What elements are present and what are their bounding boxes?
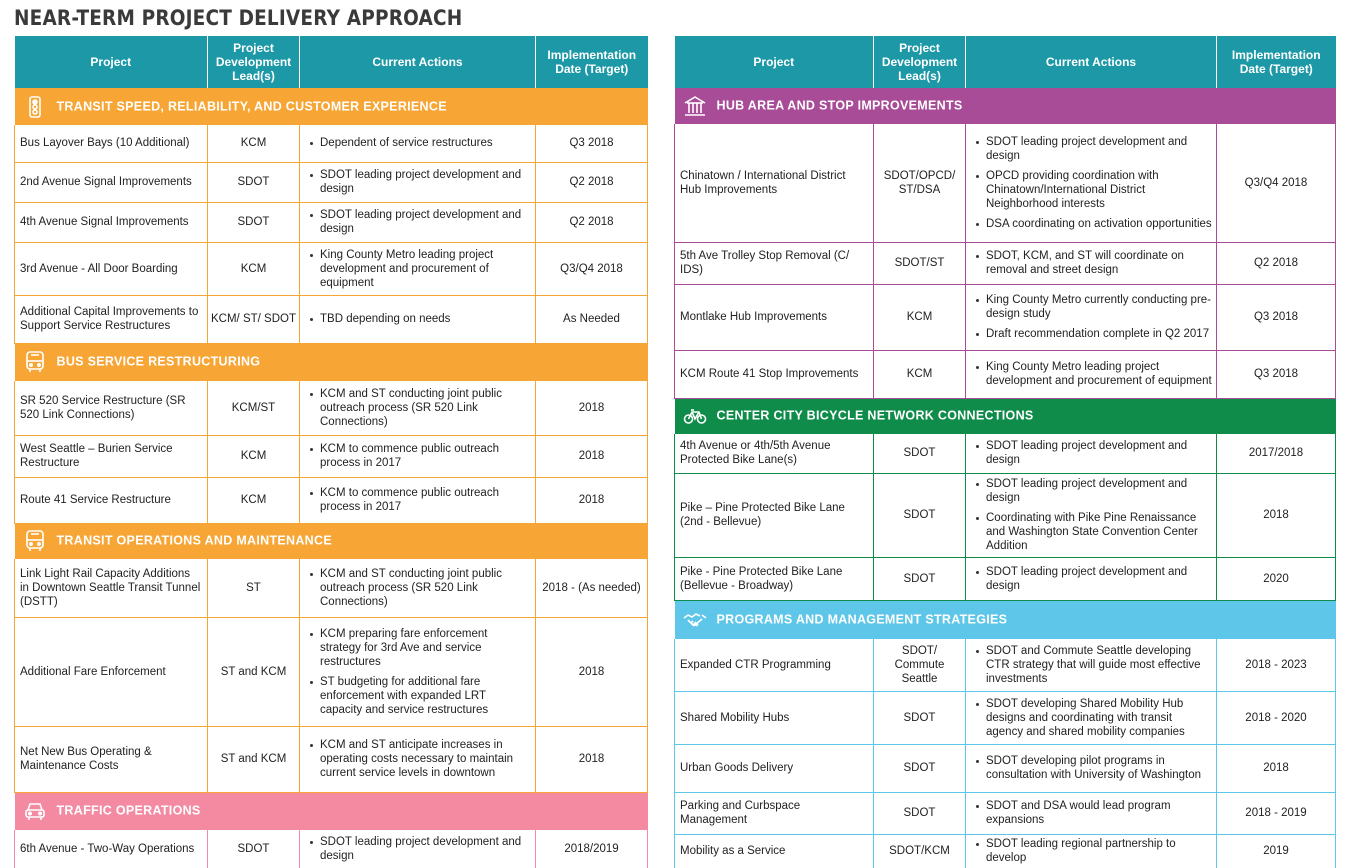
table-header-row [15,36,648,88]
lead-cell: KCM/ST [208,381,300,435]
lead-cell: SDOT [874,792,966,834]
date-cell: Q3 2018 [1217,284,1336,350]
actions-cell [300,477,536,523]
action-list [308,208,531,236]
lead-cell: SDOT [208,202,300,242]
table-row [675,792,1336,834]
bus-icon [23,529,47,553]
bus-icon [23,350,47,374]
lead-cell: ST and KCM [208,617,300,726]
lead-cell: SDOT [874,744,966,792]
header-actions: Current Actions [300,36,536,88]
date-cell: As Needed [536,295,648,343]
lead-cell: SDOT [874,473,966,557]
car-icon [23,799,47,823]
actions-cell [966,744,1217,792]
table-row [15,830,648,868]
action-item: DSA coordinating on activation opportunities [974,217,1212,231]
date-cell: 2018 [536,477,648,523]
table-row [675,350,1336,398]
action-list [308,312,531,326]
lead-cell: SDOT [874,557,966,600]
section-header [15,88,648,125]
action-list [308,168,531,196]
header-lead: Project Development Lead(s) [874,36,966,88]
date-cell: 2020 [1217,557,1336,600]
action-item: SDOT leading project development and design [308,168,531,196]
section-header [15,343,648,381]
lead-cell: KCM [208,435,300,477]
right-project-table [674,36,1336,868]
section-title: CENTER CITY BICYCLE NETWORK CONNECTIONS [716,408,1034,423]
project-cell: 4th Avenue Signal Improvements [15,202,208,242]
project-cell: Bus Layover Bays (10 Additional) [15,125,208,162]
table-row [15,242,648,295]
action-list [974,135,1212,231]
header-project: Project [15,36,208,88]
bicycle-icon [683,404,707,428]
date-cell: 2018 [536,726,648,792]
actions-cell [300,617,536,726]
table-header-row [675,36,1336,88]
table-row [675,744,1336,792]
section-programs-and-management-strategies [675,600,1336,639]
action-list [308,627,531,717]
section-center-city-bicycle-network-connections [675,398,1336,434]
section-header [15,523,648,559]
section-title: PROGRAMS AND MANAGEMENT STRATEGIES [716,612,1008,627]
action-item: King County Metro leading project development and procurement of equipment [308,248,531,290]
header-date: Implementation Date (Target) [1217,36,1336,88]
date-cell: 2018 - 2019 [1217,792,1336,834]
section-title: TRAFFIC OPERATIONS [56,803,201,818]
action-item: SDOT developing Shared Mobility Hub designs and coordinating with transit agency and shared mobility companies [974,697,1212,739]
project-cell: Montlake Hub Improvements [675,284,874,350]
project-cell: SR 520 Service Restructure (SR 520 Link Connections) [15,381,208,435]
table-row [675,639,1336,691]
project-cell: 5th Ave Trolley Stop Removal (C/ IDS) [675,242,874,284]
lead-cell: SDOT [874,434,966,473]
action-list [974,754,1212,782]
project-cell: Pike - Pine Protected Bike Lane (Bellevue - Broadway) [675,557,874,600]
action-item: KCM preparing fare enforcement strategy for 3rd Ave and service restructures [308,627,531,669]
lead-cell: KCM [874,284,966,350]
project-cell: Chinatown / International District Hub Improvements [675,124,874,242]
table-row [675,834,1336,868]
table-row [675,242,1336,284]
table-row [15,559,648,617]
project-cell: 2nd Avenue Signal Improvements [15,162,208,202]
actions-cell [966,242,1217,284]
action-list [308,442,531,470]
project-cell: Link Light Rail Capacity Additions in Downtown Seattle Transit Tunnel (DSTT) [15,559,208,617]
actions-cell [300,202,536,242]
action-item: KCM to commence public outreach process in 2017 [308,486,531,514]
project-cell: KCM Route 41 Stop Improvements [675,350,874,398]
action-item: SDOT leading regional partnership to develop [974,837,1212,865]
table-row [675,557,1336,600]
actions-cell [966,350,1217,398]
table-row [15,162,648,202]
lead-cell: KCM [208,125,300,162]
action-item: KCM and ST anticipate increases in operating costs necessary to maintain current service levels in downtown [308,738,531,780]
action-list [308,835,531,863]
left-project-table [14,36,648,868]
actions-cell [966,792,1217,834]
date-cell: 2018 [536,617,648,726]
table-row [675,473,1336,557]
action-item: Dependent of service restructures [308,136,531,150]
date-cell: Q2 2018 [536,202,648,242]
actions-cell [966,434,1217,473]
date-cell: 2019 [1217,834,1336,868]
project-cell: Urban Goods Delivery [675,744,874,792]
action-list [308,387,531,429]
table-row [15,477,648,523]
action-item: SDOT leading project development and design [974,135,1212,163]
action-item: SDOT leading project development and design [308,835,531,863]
lead-cell: SDOT/KCM [874,834,966,868]
action-item: KCM and ST conducting joint public outreach process (SR 520 Link Connections) [308,387,531,429]
date-cell: 2018 - 2020 [1217,691,1336,744]
action-list [974,439,1212,467]
actions-cell [966,557,1217,600]
action-item: KCM and ST conducting joint public outreach process (SR 520 Link Connections) [308,567,531,609]
action-item: SDOT leading project development and design [974,477,1212,505]
lead-cell: SDOT [874,691,966,744]
section-title: TRANSIT OPERATIONS AND MAINTENANCE [56,533,332,548]
actions-cell [300,830,536,868]
section-traffic-operations [15,792,648,830]
action-item: Coordinating with Pike Pine Renaissance and Washington State Convention Center Addition [974,511,1212,553]
action-item: SDOT and DSA would lead program expansions [974,799,1212,827]
table-row [675,124,1336,242]
table-row [15,295,648,343]
table-row [15,617,648,726]
actions-cell [300,125,536,162]
action-list [974,293,1212,341]
actions-cell [300,381,536,435]
section-title: TRANSIT SPEED, RELIABILITY, AND CUSTOMER EXPERIENCE [56,98,447,113]
table-row [15,381,648,435]
action-item: ST budgeting for additional fare enforcement with expanded LRT capacity and service restructures [308,675,531,717]
action-item: King County Metro currently conducting pre-design study [974,293,1212,321]
lead-cell: SDOT [208,830,300,868]
date-cell: Q2 2018 [1217,242,1336,284]
action-item: SDOT leading project development and design [974,565,1212,593]
actions-cell [300,242,536,295]
lead-cell: ST [208,559,300,617]
action-list [308,486,531,514]
lead-cell: KCM [874,350,966,398]
lead-cell: SDOT/ST [874,242,966,284]
actions-cell [300,726,536,792]
lead-cell: KCM/ ST/ SDOT [208,295,300,343]
date-cell: 2018 [536,435,648,477]
date-cell: 2017/2018 [1217,434,1336,473]
action-list [974,249,1212,277]
header-lead: Project Development Lead(s) [208,36,300,88]
section-header [15,792,648,830]
action-item: SDOT leading project development and design [974,439,1212,467]
action-item: SDOT developing pilot programs in consultation with University of Washington [974,754,1212,782]
actions-cell [966,473,1217,557]
action-item: Draft recommendation complete in Q2 2017 [974,327,1212,341]
actions-cell [300,435,536,477]
project-cell: 3rd Avenue - All Door Boarding [15,242,208,295]
actions-cell [966,639,1217,691]
project-cell: 4th Avenue or 4th/5th Avenue Protected Bike Lane(s) [675,434,874,473]
date-cell: Q3/Q4 2018 [536,242,648,295]
section-header [675,398,1336,434]
date-cell: Q3/Q4 2018 [1217,124,1336,242]
actions-cell [966,691,1217,744]
table-row [15,726,648,792]
date-cell: 2018 [536,381,648,435]
actions-cell [966,124,1217,242]
table-row [675,284,1336,350]
actions-cell [300,559,536,617]
section-hub-area-and-stop-improvements [675,88,1336,124]
section-bus-service-restructuring [15,343,648,381]
action-list [974,697,1212,739]
date-cell: 2018 - (As needed) [536,559,648,617]
action-list [974,477,1212,553]
project-cell: Additional Capital Improvements to Support Service Restructures [15,295,208,343]
section-title: BUS SERVICE RESTRUCTURING [56,354,261,369]
date-cell: 2018/2019 [536,830,648,868]
action-item: OPCD providing coordination with Chinatown/International District Neighborhood interests [974,169,1212,211]
table-row [675,691,1336,744]
action-list [308,248,531,290]
action-list [974,360,1212,388]
header-actions: Current Actions [966,36,1217,88]
lead-cell: KCM [208,477,300,523]
action-item: King County Metro leading project development and procurement of equipment [974,360,1212,388]
project-cell: Shared Mobility Hubs [675,691,874,744]
date-cell: Q3 2018 [536,125,648,162]
lead-cell: SDOT/OPCD/ ST/DSA [874,124,966,242]
date-cell: Q2 2018 [536,162,648,202]
project-cell: Mobility as a Service [675,834,874,868]
lead-cell: KCM [208,242,300,295]
actions-cell [300,295,536,343]
traffic-light-icon [23,95,47,119]
section-transit-speed-reliability-and-customer-experience [15,88,648,125]
section-title: HUB AREA AND STOP IMPROVEMENTS [716,98,963,113]
lead-cell: SDOT [208,162,300,202]
header-date: Implementation Date (Target) [536,36,648,88]
section-transit-operations-and-maintenance [15,523,648,559]
table-row [15,435,648,477]
action-list [974,644,1212,686]
action-item: KCM to commence public outreach process in 2017 [308,442,531,470]
table-row [675,434,1336,473]
project-cell: Pike – Pine Protected Bike Lane (2nd - Bellevue) [675,473,874,557]
action-item: SDOT and Commute Seattle developing CTR strategy that will guide most effective investments [974,644,1212,686]
section-header [675,600,1336,639]
station-icon [683,94,707,118]
action-list [308,567,531,609]
header-project: Project [675,36,874,88]
actions-cell [966,284,1217,350]
project-cell: Additional Fare Enforcement [15,617,208,726]
project-cell: Route 41 Service Restructure [15,477,208,523]
section-header [675,88,1336,124]
handshake-icon [683,608,707,632]
project-cell: Parking and Curbspace Management [675,792,874,834]
date-cell: 2018 [1217,473,1336,557]
page-title: NEAR-TERM PROJECT DELIVERY APPROACH [14,6,463,30]
actions-cell [300,162,536,202]
action-item: SDOT, KCM, and ST will coordinate on removal and street design [974,249,1212,277]
project-cell: Net New Bus Operating & Maintenance Costs [15,726,208,792]
date-cell: 2018 [1217,744,1336,792]
table-row [15,125,648,162]
project-cell: 6th Avenue - Two-Way Operations [15,830,208,868]
actions-cell [966,834,1217,868]
table-row [15,202,648,242]
action-list [308,738,531,780]
action-item: TBD depending on needs [308,312,531,326]
action-list [974,565,1212,593]
date-cell: Q3 2018 [1217,350,1336,398]
action-list [974,837,1212,865]
project-cell: Expanded CTR Programming [675,639,874,691]
project-cell: West Seattle – Burien Service Restructure [15,435,208,477]
action-list [308,136,531,150]
action-item: SDOT leading project development and design [308,208,531,236]
action-list [974,799,1212,827]
lead-cell: ST and KCM [208,726,300,792]
lead-cell: SDOT/ Commute Seattle [874,639,966,691]
date-cell: 2018 - 2023 [1217,639,1336,691]
